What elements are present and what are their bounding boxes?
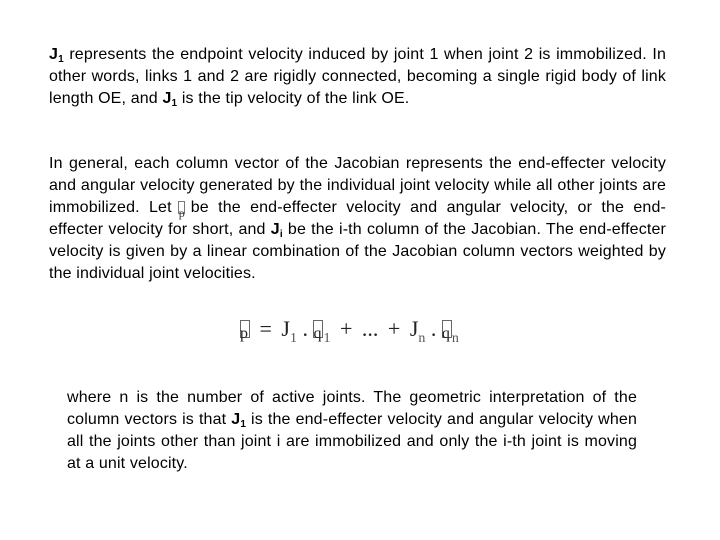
paragraph-text: be the end-effecter velocity and angular velocity, or the end-effecter velocity for short, and [49, 199, 666, 238]
equation-j1: $J_1$ [281, 316, 297, 346]
velocity-equation [240, 316, 459, 347]
equals-sign: = [259, 316, 272, 341]
paragraph-text: represents the endpoint velocity induced by joint 1 when joint 2 is immobilized. In other words, links 1 and 2 are rigidly connected, becoming a single rigid body of link length OE, and [49, 46, 666, 107]
symbol-ji: $J_i$ [270, 221, 283, 240]
p-dot-symbol: p [240, 320, 250, 338]
equation-jn: $J_n$ [409, 316, 426, 346]
q-dot-symbol: q [313, 320, 323, 338]
q1-subscript: 1 [323, 331, 331, 346]
qn-subscript: n [451, 331, 459, 346]
paragraph-text: is the tip velocity of the link OE. [177, 90, 410, 107]
symbol-j1: $J_1$ [162, 90, 178, 109]
symbol-j1: $J_1$ [49, 46, 64, 65]
plus-sign: + [387, 316, 401, 341]
multiply-dot: . [430, 316, 437, 341]
paragraph-text: In general, each column vector of the Jacobian represents the end-effecter velocity and angular velocity generated by the individual joint velocity while all other joints are immobilized. Let [49, 155, 666, 216]
p-dot-symbol: p [178, 201, 185, 214]
q-dot-symbol: q [442, 320, 452, 338]
plus-sign: + [339, 316, 353, 341]
paragraph-general-jacobian [49, 153, 666, 285]
symbol-j1: $J_1$ [231, 411, 247, 430]
paragraph-text: is the end-effecter velocity and angular velocity when all the joints other than joint i are immobilized and only the i-th joint is moving at a unit velocity. [67, 411, 637, 472]
ellipsis: ... [361, 316, 379, 341]
paragraph-text: where n is the number of active joints. The geometric interpretation of the column vectors is that [67, 389, 637, 428]
paragraph-jacobian-column-1 [49, 44, 666, 110]
paragraph-text: be the i-th column of the Jacobian. The end-effecter velocity is given by a linear combination of the Jacobian column vectors weighted by the individual joint velocities. [49, 221, 666, 282]
multiply-dot: . [302, 316, 308, 341]
paragraph-geometric-interpretation [67, 387, 637, 475]
